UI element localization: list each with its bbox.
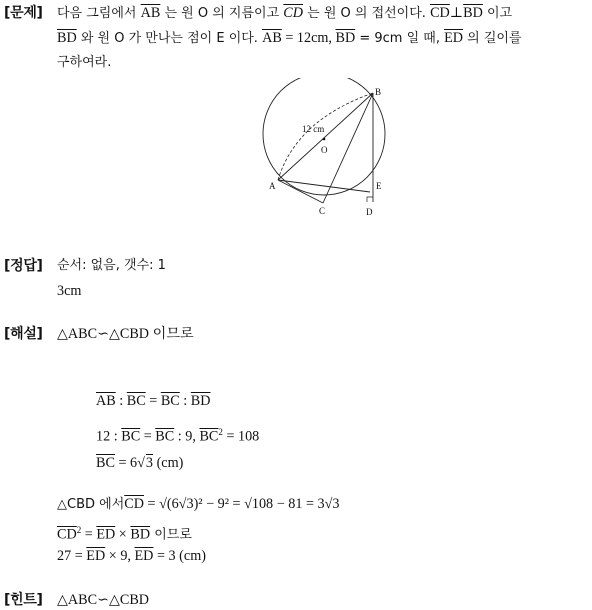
problem-label: [문제] bbox=[4, 5, 43, 21]
point-a-label: A bbox=[269, 181, 276, 191]
length-label: 12 cm bbox=[302, 124, 325, 134]
equation-2: 12 : $\overline{BC} = \overline{BC}$ : 9, $\overline{BC}^2 = 108$ bbox=[96, 427, 260, 445]
right-angle-mark bbox=[367, 197, 373, 202]
diameter-ab bbox=[278, 93, 373, 180]
center-dot bbox=[323, 138, 326, 141]
problem-line-3: 구하여라. bbox=[57, 55, 112, 70]
point-d-label: D bbox=[366, 207, 373, 217]
equation-1: $\overline{AB}$ : $\overline{BC} = \overline{BC}$ : $\overline{BD}$ bbox=[96, 393, 211, 409]
point-e-label: E bbox=[376, 181, 382, 191]
problem-line-2: $\overline{BD}$ 와 원 O 가 만나는 점이 E 이다. $\overline{AB} = 12cm$, $\overline{BD} = 9cm$ 일 때, $\overline{ED}$ 의 길이를 bbox=[57, 30, 522, 46]
explanation-label: [해설] bbox=[4, 326, 43, 342]
point-c-label: C bbox=[319, 206, 326, 216]
geometry-figure bbox=[256, 78, 396, 220]
answer-label: [정답] bbox=[4, 258, 43, 274]
explanation-line-1: △ABC∽△CBD 이므로 bbox=[57, 326, 194, 342]
point-b-label: B bbox=[375, 87, 382, 97]
equation-6: $27 = \overline{ED} \times 9$, $\overline{ED} = 3$ (cm) bbox=[57, 548, 206, 564]
point-o-label: O bbox=[321, 145, 328, 155]
answer-value: 3cm bbox=[57, 283, 82, 299]
equation-4: △CBD 에서$\overline{CD} = √(6√3)^2 - 9^2 = √108 - 81 = 3√3$ bbox=[57, 496, 340, 512]
segment-ac bbox=[278, 180, 323, 203]
answer-meta: 순서: 없음, 갯수: 1 bbox=[57, 258, 166, 273]
problem-line-1: 다음 그림에서 $\overline{AB}$ 는 원 O 의 지름이고 $\overline{CD}$ 는 원 O 의 접선이다. $\overline{CD}\perp\overline{BD}$ 이고 bbox=[57, 5, 513, 21]
equation-3: $\overline{BC} = 6√3$ (cm) bbox=[96, 455, 184, 471]
hint-text: △ABC∽△CBD bbox=[57, 592, 150, 608]
equation-5: $\overline{CD}^2 = \overline{ED} \times \overline{BD}$ 이므로 bbox=[57, 525, 192, 543]
hint-label: [힌트] bbox=[4, 592, 43, 608]
